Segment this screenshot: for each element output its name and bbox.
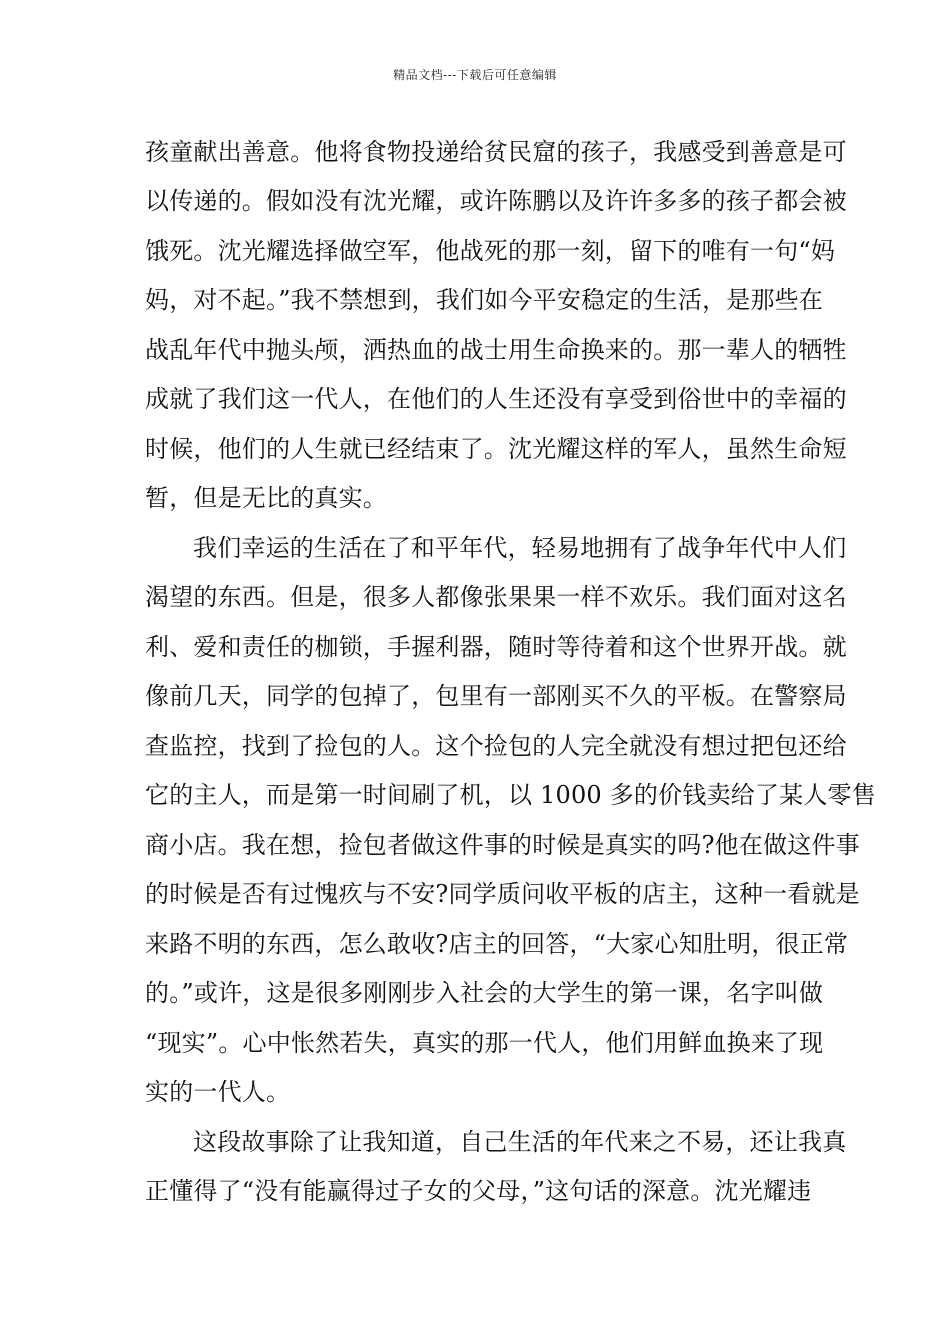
text-line: 正懂得了“没有能赢得过子女的父母，”这句话的深意。沈光耀违 — [145, 1177, 812, 1205]
page-header: 精品文档---下载后可任意编辑 — [393, 68, 557, 82]
text-line: 实的一代人。 — [145, 1078, 291, 1106]
text-line: 查监控，找到了捡包的人。这个捡包的人完全就没有想过把包还给 — [145, 732, 847, 760]
text-line: 像前几天，同学的包掉了，包里有一部刚买不久的平板。在警察局 — [145, 682, 847, 710]
text-line: “现实”。心中怅然若失，真实的那一代人，他们用鲜血换来了现 — [145, 1029, 824, 1057]
text-line: 利、爱和责任的枷锁，手握利器，随时等待着和这个世界开战。就 — [145, 633, 847, 661]
text-line: 的。”或许，这是很多刚刚步入社会的大学生的第一课，名字叫做 — [145, 979, 824, 1007]
text-line: 来路不明的东西，怎么敢收?店主的回答，“大家心知肚明，很正常 — [145, 930, 849, 958]
text-line: 它的主人，而是第一时间刷了机，以 1000 多的价钱卖给了某人零售 — [145, 781, 876, 809]
text-line: 商小店。我在想，捡包者做这件事的时候是真实的吗?他在做这件事 — [145, 831, 860, 859]
paragraph-start-line: 我们幸运的生活在了和平年代，轻易地拥有了战争年代中人们 — [193, 534, 847, 562]
text-line: 成就了我们这一代人，在他们的人生还没有享受到俗世中的幸福的 — [145, 385, 847, 413]
text-line: 暂，但是无比的真实。 — [145, 484, 387, 512]
text-line: 战乱年代中抛头颅，洒热血的战士用生命换来的。那一辈人的牺牲 — [145, 336, 847, 364]
text-line: 以传递的。假如没有沈光耀，或许陈鹏以及许许多多的孩子都会被 — [145, 187, 847, 215]
text-line: 的时候是否有过愧疚与不安?同学质问收平板的店主，这种一看就是 — [145, 880, 860, 908]
text-line: 饿死。沈光耀选择做空军，他战死的那一刻，留下的唯有一句“妈 — [145, 237, 836, 265]
paragraph-start-line: 这段故事除了让我知道，自己生活的年代来之不易，还让我真 — [193, 1128, 847, 1156]
text-line: 渴望的东西。但是，很多人都像张果果一样不欢乐。我们面对这名 — [145, 583, 847, 611]
text-line: 妈，对不起。”我不禁想到，我们如今平安稳定的生活，是那些在 — [145, 286, 824, 314]
text-line: 孩童献出善意。他将食物投递给贫民窟的孩子，我感受到善意是可 — [145, 138, 847, 166]
text-line: 时候，他们的人生就已经结束了。沈光耀这样的军人，虽然生命短 — [145, 435, 847, 463]
